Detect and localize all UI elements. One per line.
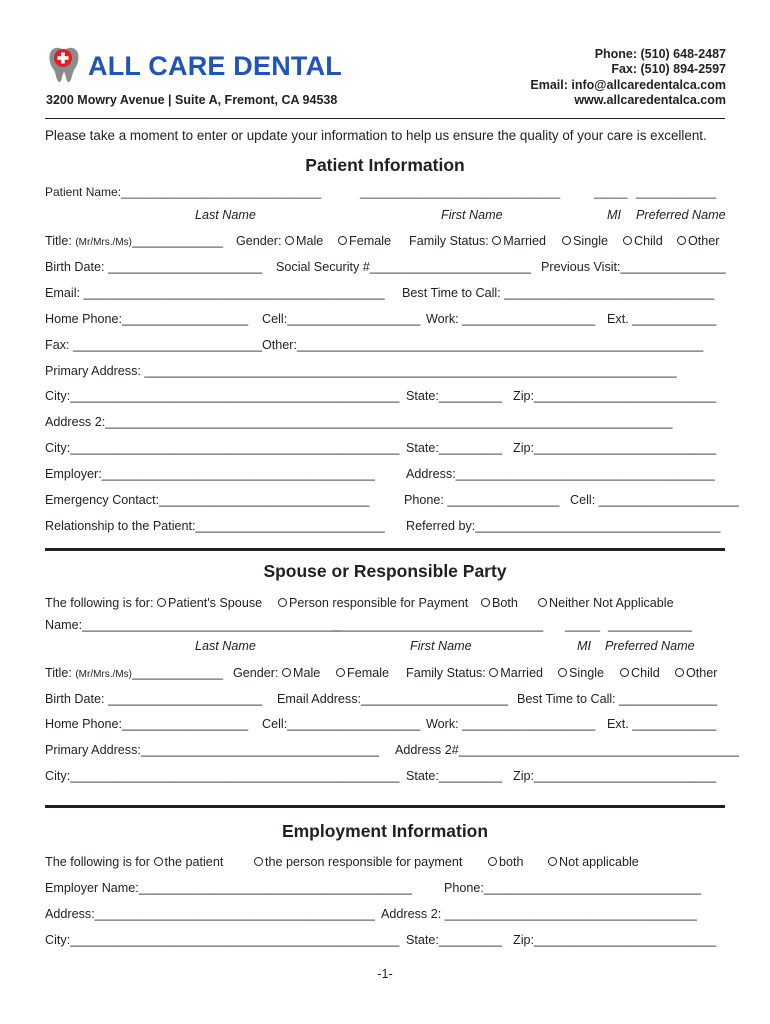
spouse-last-name-field[interactable]: Name:_____________________________________ [45,618,342,632]
spouse-option-payment[interactable] [278,596,468,610]
patient-cell-field[interactable]: Cell:___________________ [262,312,421,326]
patient-mi-field[interactable]: _____ [594,185,628,199]
patient-title-field[interactable] [45,234,223,250]
logo [46,44,346,84]
employment-address2-field[interactable]: Address 2: ____________________________________ [381,907,697,921]
patient-preferred-name-field[interactable]: ____________ [636,185,717,199]
option-emp-both: both [499,855,524,869]
option-the-patient: the patient [164,855,224,869]
patient-name-field[interactable]: Patient Name:______________________________ [45,185,322,199]
title-label: Title: [45,234,72,248]
spouse-label-preferred-name: Preferred Name [605,639,695,653]
spouse-address2-field[interactable]: Address 2#________________________________________ [395,743,739,757]
spouse-title-blank[interactable]: _____________ [131,666,224,680]
patient-section-title: Patient Information [305,155,465,175]
patient-referred-by-field[interactable]: Referred by:___________________________________ [406,519,721,533]
spouse-title-hint: (Mr/Mrs./Ms) [75,669,132,680]
spouse-email-field[interactable]: Email Address:_____________________ [277,692,509,706]
radio-female[interactable] [338,236,347,245]
spouse-option-female: Female [347,666,389,680]
spouse-option-male: Male [293,666,321,680]
option-person-responsible: Person responsible for Payment [289,596,469,610]
patient-status-child[interactable] [623,234,663,248]
logo-text: ALL CARE DENTAL [88,51,342,81]
spouse-gender-group [233,666,320,680]
option-child: Child [634,234,663,248]
label-mi: MI [607,208,621,222]
patient-previous-visit-field[interactable]: Previous Visit:_______________ [541,260,726,274]
spouse-ext-field[interactable]: Ext. ____________ [607,717,717,731]
radio-other[interactable] [677,236,686,245]
radio-emp-both[interactable] [488,857,497,866]
radio-not-applicable[interactable] [548,857,557,866]
clinic-website: www.allcaredentalca.com [574,93,726,107]
spouse-option-single: Single [569,666,605,680]
employment-city-field[interactable]: City:_______________________________________________ [45,933,400,947]
spouse-status-single[interactable] [558,666,604,680]
spouse-radio-child[interactable] [620,668,629,677]
label-first-name: First Name [441,208,503,222]
spouse-home-phone-field[interactable]: Home Phone:__________________ [45,717,249,731]
spouse-zip-field[interactable]: Zip:__________________________ [513,769,717,783]
spouse-option-neither[interactable] [538,596,674,610]
radio-person-payment[interactable] [254,857,263,866]
employment-section-title: Employment Information [281,821,489,841]
label-last-name: Last Name [195,208,256,222]
patient-emergency-contact-field[interactable]: Emergency Contact:______________________________ [45,493,370,507]
spouse-family-status [406,666,543,680]
spouse-gender-female[interactable] [336,666,389,680]
page-number: -1- [377,967,393,981]
employment-option-both[interactable] [488,855,524,869]
radio-patients-spouse[interactable] [157,598,166,607]
patient-ssn-field[interactable]: Social Security #_______________________ [276,260,531,274]
employment-following-label: The following is for [45,855,150,869]
clinic-phone: Phone: (510) 648-2487 [594,47,726,61]
spouse-radio-female[interactable] [336,668,345,677]
patient-primary-address-field[interactable]: Primary Address: ____________________________________________________________________________ [45,364,677,378]
spouse-primary-address-field[interactable]: Primary Address:__________________________________ [45,743,380,757]
spouse-family-label: Family Status: [406,666,486,680]
employment-address-field[interactable]: Address:________________________________________ [45,907,375,921]
option-male: Male [296,234,324,248]
patient-best-time-field[interactable]: Best Time to Call: ______________________________ [402,286,715,300]
radio-child[interactable] [623,236,632,245]
spouse-status-other[interactable] [675,666,718,680]
patient-employer-address-field[interactable]: Address:_____________________________________ [406,467,715,481]
spouse-best-time-field[interactable]: Best Time to Call: ______________ [517,692,718,706]
spouse-gender-label: Gender: [233,666,279,680]
clinic-fax: Fax: (510) 894-2597 [611,62,726,76]
clinic-address: 3200 Mowry Avenue | Suite A, Fremont, CA 94538 [46,93,338,107]
spouse-radio-male[interactable] [282,668,291,677]
option-female: Female [349,234,391,248]
patient-ext-field[interactable]: Ext. ____________ [607,312,717,326]
spouse-mi-field[interactable]: _____ [565,618,601,632]
option-patients-spouse: Patient's Spouse [168,596,263,610]
patient-city2-field[interactable]: City:_______________________________________________ [45,441,400,455]
radio-both[interactable] [481,598,490,607]
patient-state2-field[interactable]: State:_________ [406,441,502,455]
spouse-label-last-name: Last Name [195,639,256,653]
patient-email-field[interactable]: Email: ___________________________________________ [45,286,385,300]
employment-employer-name-field[interactable]: Employer Name:_______________________________________ [45,881,412,895]
family-label: Family Status: [409,234,489,248]
patient-emergency-cell-field[interactable]: Cell: ____________________ [570,493,739,507]
spouse-label-first-name: First Name [410,639,472,653]
spouse-preferred-name-field[interactable]: ____________ [608,618,693,632]
patient-work-field[interactable]: Work: ___________________ [426,312,596,326]
patient-zip-field[interactable]: Zip:__________________________ [513,389,717,403]
patient-zip2-field[interactable]: Zip:__________________________ [513,441,717,455]
option-single: Single [573,234,609,248]
spouse-work-field[interactable]: Work: ___________________ [426,717,596,731]
patient-fax-field[interactable]: Fax: ___________________________ [45,338,263,352]
option-neither: Neither Not Applicable [549,596,674,610]
radio-male[interactable] [285,236,294,245]
intro-text: Please take a moment to enter or update your information to help us ensure the quality of your care is excellent. [45,128,707,143]
employment-phone-field[interactable]: Phone:_______________________________ [444,881,702,895]
section-divider-2 [45,805,725,808]
employment-option-payment[interactable] [254,855,462,869]
employment-zip-field[interactable]: Zip:__________________________ [513,933,717,947]
employment-following-group [45,855,223,869]
patient-status-single[interactable] [562,234,608,248]
clinic-email: Email: info@allcaredentalca.com [530,78,726,92]
radio-person-responsible[interactable] [278,598,287,607]
patient-gender-group [236,234,323,248]
spouse-following-group [45,596,262,610]
spouse-state-field[interactable]: State:_________ [406,769,502,783]
section-divider-1 [45,548,725,551]
option-married: Married [503,234,546,248]
spouse-radio-other[interactable] [675,668,684,677]
option-person-payment: the person responsible for payment [265,855,463,869]
patient-home-phone-field[interactable]: Home Phone:__________________ [45,312,249,326]
patient-address2-field[interactable]: Address 2:_________________________________________________________________________________ [45,415,673,429]
radio-the-patient[interactable] [154,857,163,866]
patient-other-field[interactable]: Other:__________________________________________________________ [262,338,704,352]
patient-first-name-field[interactable]: ______________________________ [360,185,561,199]
spouse-title-label: Title: [45,666,72,680]
option-not-applicable: Not applicable [559,855,639,869]
option-both: Both [492,596,518,610]
spouse-first-name-field[interactable]: ______________________________ [333,618,544,632]
following-label: The following is for: [45,596,154,610]
header-divider [45,118,725,119]
title-blank[interactable]: _____________ [131,234,224,248]
label-preferred-name: Preferred Name [636,208,726,222]
title-hint: (Mr/Mrs./Ms) [75,237,132,248]
spouse-cell-field[interactable]: Cell:___________________ [262,717,421,731]
spouse-radio-married[interactable] [489,668,498,677]
spouse-city-field[interactable]: City:_______________________________________________ [45,769,400,783]
spouse-option-other: Other [686,666,718,680]
patient-birth-date-field[interactable]: Birth Date: ______________________ [45,260,263,274]
radio-married[interactable] [492,236,501,245]
patient-emergency-phone-field[interactable]: Phone: ________________ [404,493,560,507]
spouse-option-both[interactable] [481,596,518,610]
spouse-birth-date-field[interactable]: Birth Date: ______________________ [45,692,263,706]
spouse-section-title: Spouse or Responsible Party [263,561,507,581]
radio-neither[interactable] [538,598,547,607]
tooth-cross-icon [46,44,82,84]
spouse-status-child[interactable] [620,666,660,680]
patient-status-other[interactable] [677,234,720,248]
gender-label: Gender: [236,234,282,248]
spouse-label-mi: MI [577,639,591,653]
patient-relationship-field[interactable]: Relationship to the Patient:___________________________ [45,519,385,533]
spouse-option-child: Child [631,666,660,680]
option-other: Other [688,234,720,248]
spouse-radio-single[interactable] [558,668,567,677]
spouse-title-field[interactable] [45,666,223,682]
spouse-option-married: Married [500,666,543,680]
patient-state-field[interactable]: State:_________ [406,389,502,403]
patient-gender-female[interactable] [338,234,391,248]
employment-state-field[interactable]: State:_________ [406,933,502,947]
patient-city-field[interactable]: City:_______________________________________________ [45,389,400,403]
employment-option-na[interactable] [548,855,639,869]
patient-employer-field[interactable]: Employer:_______________________________________ [45,467,375,481]
patient-family-status [409,234,546,248]
radio-single[interactable] [562,236,571,245]
